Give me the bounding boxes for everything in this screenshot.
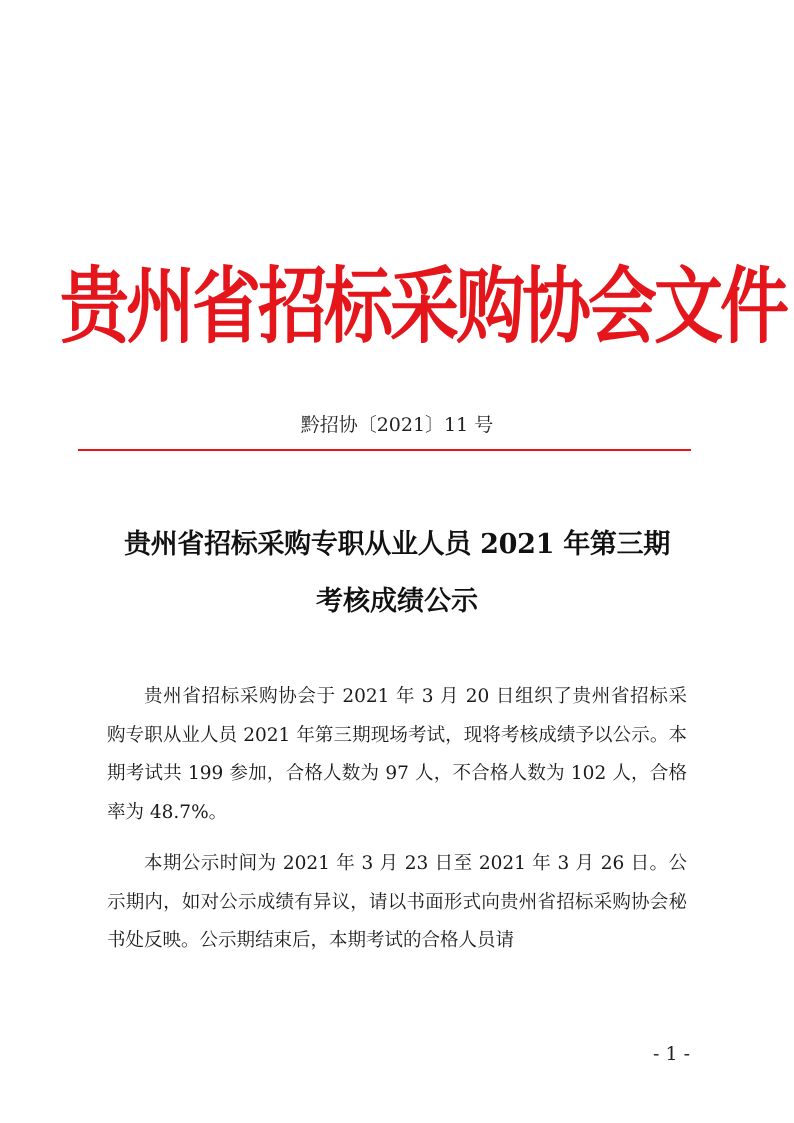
page-number: - 1 - <box>652 1043 690 1065</box>
announcement-title-line-1: 贵州省招标采购专职从业人员 2021 年第三期 <box>123 529 671 560</box>
body-paragraph-2: 本期公示时间为 2021 年 3 月 23 日至 2021 年 3 月 26 日。公示期内，如对公示成绩有异议，请以书面形式向贵州省招标采购协会秘书处反映。公示期结束后，本期考试的合格人员请 <box>107 853 687 951</box>
body-paragraph-1-container <box>107 678 687 832</box>
body-paragraph-2-container <box>107 845 687 961</box>
header-divider <box>78 449 691 451</box>
document-number: 黔招协〔2021〕11 号 <box>300 414 494 436</box>
announcement-title-line-2: 考核成绩公示 <box>316 586 478 617</box>
masthead-title: 贵州省招标采购协会文件 <box>60 258 786 356</box>
body-paragraph-1: 贵州省招标采购协会于 2021 年 3 月 20 日组织了贵州省招标采购专职从业人员 2021 年第三期现场考试，现将考核成绩予以公示。本期考试共 199 参加，合格人数为 97 人，不合格人数为 102 人，合格率为 48.7%。 <box>107 686 687 823</box>
